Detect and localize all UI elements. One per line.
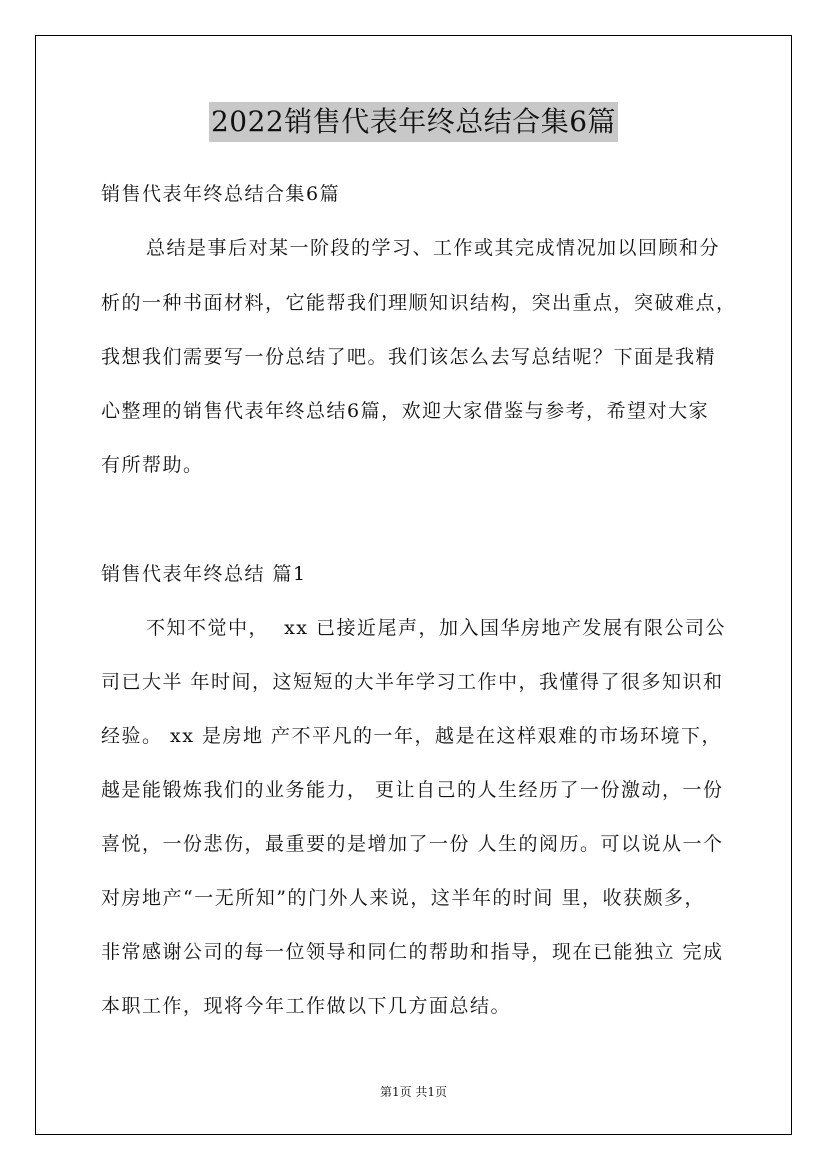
intro-line: 析的一种书面材料，它能帮我们理顺知识结构，突出重点，突破难点，	[101, 292, 737, 314]
intro-line: 心整理的销售代表年终总结6篇，欢迎大家借鉴与参考，希望对大家	[101, 400, 710, 422]
document-subtitle: 销售代表年终总结合集6篇	[101, 183, 341, 205]
body-line: 对房地产“一无所知”的门外人来说，这半年的时间 里，收获颇多，	[101, 887, 705, 909]
intro-line: 我想我们需要写一份总结了吧。我们该怎么去写总结呢？下面是我精	[101, 346, 717, 368]
intro-line: 有所帮助。	[101, 454, 204, 476]
page-number: 第1页 共1页	[379, 1085, 448, 1099]
document-title: 2022销售代表年终总结合集6篇	[209, 102, 618, 142]
intro-line: 总结是事后对某一阶段的学习、工作或其完成情况加以回顾和分	[146, 237, 721, 259]
body-line: 喜悦，一份悲伤，最重要的是增加了一份 人生的阅历。可以说从一个	[101, 833, 724, 855]
section-heading: 销售代表年终总结 篇1	[101, 563, 307, 585]
body-line: 非常感谢公司的每一位领导和同仁的帮助和指导，现在已能独立 完成	[101, 941, 724, 963]
body-line: 经验。 xx 是房地 产不平凡的一年，越是在这样艰难的市场环境下，	[101, 725, 723, 747]
body-line: 司已大半 年时间，这短短的大半年学习工作中，我懂得了很多知识和	[101, 671, 724, 693]
body-line: 越是能锻炼我们的业务能力， 更让自己的人生经历了一份激动，一份	[101, 779, 724, 801]
body-line: 不知不觉中， xx 已接近尾声，加入国华房地产发展有限公司公	[146, 617, 727, 639]
body-line: 本职工作，现将今年工作做以下几方面总结。	[101, 995, 512, 1017]
title-container	[0, 102, 827, 142]
